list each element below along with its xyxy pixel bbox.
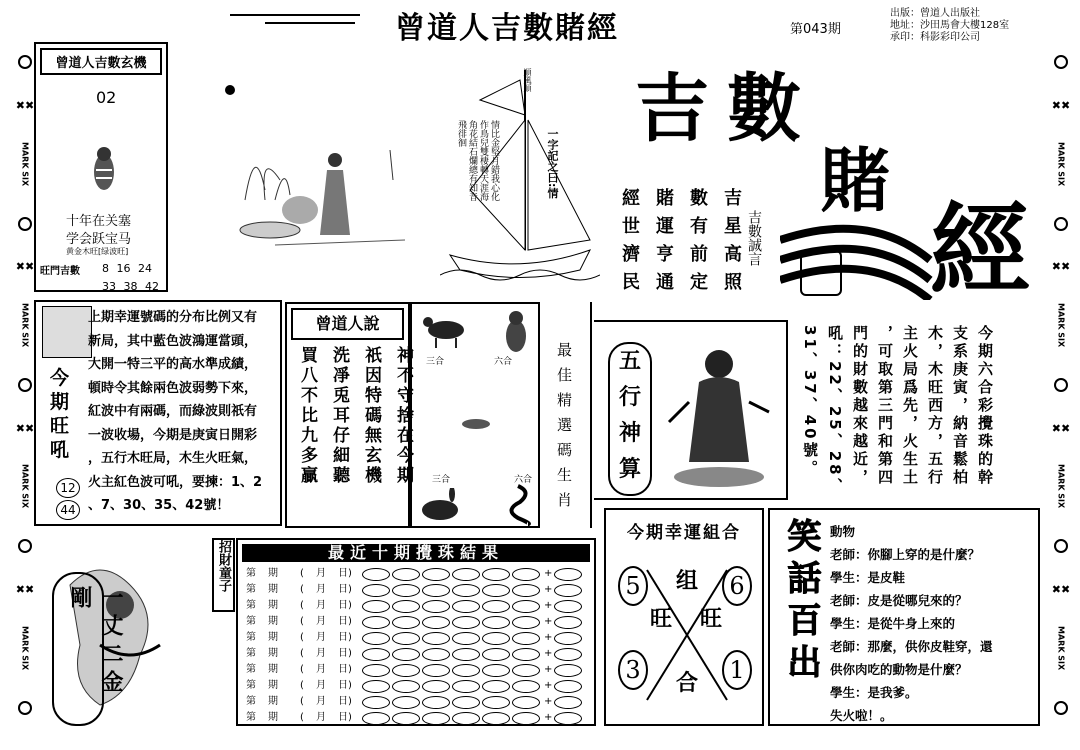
says-line: 神不守捨在今期 <box>393 346 413 486</box>
plus-sign: + <box>544 696 553 707</box>
special-ball-slot <box>554 680 582 693</box>
animal-label: 三合 <box>432 475 451 485</box>
joke-panel <box>768 508 1040 726</box>
ball-slot <box>452 680 480 693</box>
lucky-combo-panel <box>604 508 764 726</box>
ball-slot <box>362 648 390 661</box>
results-cell: 第 <box>246 568 256 579</box>
ball-slot <box>362 664 390 677</box>
cross-icon: ✖✖ <box>1051 260 1071 274</box>
rosette-icon <box>18 378 32 392</box>
column-line: 數有前定 <box>687 188 708 300</box>
combo-number: 3 <box>618 650 648 690</box>
sail-poem: 情比金堅月錯我心化作鳥兒雙棲轉天涯海角花結石爛總有知音飛徘徊 <box>456 120 499 201</box>
deity-illustration <box>664 342 774 492</box>
ball-slot <box>422 632 450 645</box>
says-line: 祇因特碼無玄機 <box>361 346 381 486</box>
border-tag: MARK SIX <box>1056 303 1066 348</box>
results-cell: 月 <box>316 568 326 579</box>
ball-slot <box>452 616 480 629</box>
ball-slot <box>452 696 480 709</box>
results-cell: 期 <box>268 680 278 691</box>
ball-slot <box>422 600 450 613</box>
ball-slot <box>482 696 510 709</box>
rosette-icon <box>1054 378 1068 392</box>
ball-slot <box>392 664 420 677</box>
ball-slot <box>512 664 540 677</box>
hot-number-circle: 12 <box>56 478 80 498</box>
special-ball-slot <box>554 568 582 581</box>
ball-slot <box>392 680 420 693</box>
ball-slot <box>512 696 540 709</box>
results-cell: 日) <box>338 600 352 611</box>
results-cell: 第 <box>246 648 256 659</box>
results-cell: 第 <box>246 664 256 675</box>
seal-icon <box>800 250 842 296</box>
vajra-badge <box>52 572 123 726</box>
analysis-line: ，可取第三門和第四 <box>876 325 894 487</box>
columns-poem <box>616 188 744 308</box>
results-cell: 日) <box>338 696 352 707</box>
rosette-icon <box>18 539 32 553</box>
animal-label: 六合 <box>494 357 513 367</box>
ball-slot <box>392 632 420 645</box>
logo-text: 曾道人吉數玄機 <box>40 48 162 75</box>
big-title-scripture: 經 <box>930 191 1030 309</box>
results-row <box>242 582 590 598</box>
results-cell: 月 <box>316 664 326 675</box>
rosette-icon <box>1054 55 1068 69</box>
results-cell: ( <box>300 616 304 627</box>
rosette-icon <box>1054 539 1068 553</box>
results-cell: 日) <box>338 584 352 595</box>
results-row <box>242 566 590 582</box>
says-title: 曾道人說 <box>291 308 404 340</box>
ball-slot <box>452 664 480 677</box>
poem-sub: 黄金木旺[绿波旺] <box>66 247 129 256</box>
results-cell: 期 <box>268 712 278 723</box>
combo-number: 6 <box>722 566 752 606</box>
poem-line: 学会跃宝马 <box>66 232 132 247</box>
border-tag: MARK SIX <box>1056 625 1066 670</box>
ball-slot <box>422 712 450 725</box>
ball-slot <box>422 616 450 629</box>
ball-slot <box>452 568 480 581</box>
results-cell: 第 <box>246 600 256 611</box>
ball-slot <box>512 568 540 581</box>
analysis-line: 31、37、40號。 <box>801 325 819 478</box>
five-elements-panel <box>594 320 788 500</box>
combo-number: 1 <box>722 650 752 690</box>
results-cell: 第 <box>246 680 256 691</box>
ball-slot <box>482 648 510 661</box>
border-tag: MARK SIX <box>20 625 30 670</box>
ball-slot <box>482 568 510 581</box>
publisher-line: 出版：曾道人出版社 <box>890 8 980 19</box>
ball-slot <box>512 680 540 693</box>
column-line: 賭運亨通 <box>653 188 674 300</box>
left-top-panel <box>34 42 168 292</box>
special-ball-slot <box>554 584 582 597</box>
rosette-icon <box>1054 217 1068 231</box>
results-row <box>242 710 590 726</box>
five-elements-title: 五行神算 <box>608 342 652 496</box>
ball-slot <box>452 584 480 597</box>
results-table <box>242 566 590 726</box>
vajra-text: 一丈二金剛 <box>67 586 123 698</box>
poem-line: 十年在关塞 <box>66 214 132 229</box>
results-cell: ( <box>300 584 304 595</box>
ball-slot <box>362 568 390 581</box>
combo-char-left: 旺 <box>650 607 673 632</box>
results-cell: 第 <box>246 632 256 643</box>
border-tag: MARK SIX <box>1056 141 1066 186</box>
ball-slot <box>512 648 540 661</box>
analysis-line: 主火局爲先，火生土 <box>901 325 919 487</box>
results-cell: ( <box>300 696 304 707</box>
ball-slot <box>512 600 540 613</box>
lucky-numbers-row2: 33 38 42 <box>102 280 159 293</box>
results-cell: 期 <box>268 632 278 643</box>
issue-number: 第043期 <box>790 22 841 37</box>
hot-numbers-panel <box>34 300 282 526</box>
special-ball-slot <box>554 648 582 661</box>
ball-slot <box>452 632 480 645</box>
cross-icon: ✖✖ <box>15 421 35 435</box>
results-cell: ( <box>300 600 304 611</box>
special-ball-slot <box>554 712 582 725</box>
rosette-icon <box>18 55 32 69</box>
results-cell: ( <box>300 568 304 579</box>
plus-sign: + <box>544 632 553 643</box>
ball-slot <box>512 712 540 725</box>
results-row <box>242 630 590 646</box>
analysis-line: 木，木旺西方，五行 <box>926 325 944 487</box>
results-cell: 日) <box>338 664 352 675</box>
ball-slot <box>482 712 510 725</box>
lucky-numbers-row1: 8 16 24 <box>102 262 152 275</box>
results-cell: 日) <box>338 616 352 627</box>
says-columns <box>295 346 416 526</box>
ball-slot <box>362 696 390 709</box>
special-ball-slot <box>554 664 582 677</box>
results-cell: 期 <box>268 616 278 627</box>
ball-slot <box>422 680 450 693</box>
page-title: 曾道人吉數賭經 <box>395 11 619 46</box>
ball-slot <box>482 616 510 629</box>
combo-char-top: 组 <box>676 569 699 594</box>
ball-slot <box>482 584 510 597</box>
results-row <box>242 678 590 694</box>
cross-icon: ✖✖ <box>15 582 35 596</box>
horse-icon <box>456 414 496 434</box>
results-cell: 第 <box>246 616 256 627</box>
snake-icon <box>498 482 538 526</box>
ball-slot <box>392 584 420 597</box>
results-cell: ( <box>300 680 304 691</box>
big-title-gamble: 賭 <box>820 139 890 222</box>
results-cell: ( <box>300 632 304 643</box>
combo-number: 5 <box>618 566 648 606</box>
results-cell: 月 <box>316 632 326 643</box>
landscape-sketch <box>215 80 415 260</box>
results-cell: 月 <box>316 616 326 627</box>
results-row <box>242 646 590 662</box>
feature-number: 02 <box>96 88 117 107</box>
ball-slot <box>482 664 510 677</box>
results-cell: 月 <box>316 648 326 659</box>
animal-label: 六合 <box>514 475 533 485</box>
ball-slot <box>482 600 510 613</box>
column-line: 經世濟民 <box>619 188 640 300</box>
results-cell: 第 <box>246 696 256 707</box>
analysis-line: 支系庚寅，納音鬆柏 <box>951 325 969 487</box>
address-line: 地址：沙田馬會大樓128室 <box>890 20 1010 31</box>
plus-sign: + <box>544 616 553 627</box>
tiger-icon <box>496 308 536 354</box>
analysis-text <box>800 325 996 510</box>
plus-sign: + <box>544 568 553 579</box>
cross-icon: ✖✖ <box>1051 421 1071 435</box>
ball-slot <box>452 600 480 613</box>
results-cell: 期 <box>268 648 278 659</box>
ball-slot <box>392 616 420 629</box>
analysis-line: 門的財數越來越近， <box>851 325 869 487</box>
ball-slot <box>482 680 510 693</box>
best-pick-text: 最佳精選碼生肖 <box>555 342 573 517</box>
results-row <box>242 662 590 678</box>
says-line: 洗凈兎耳仔細聽 <box>329 346 349 486</box>
analysis-line: 今期六合彩攪珠的幹 <box>976 325 994 487</box>
results-cell: ( <box>300 712 304 723</box>
column-line: 吉星高照 <box>721 188 742 300</box>
special-ball-slot <box>554 600 582 613</box>
ball-slot <box>422 584 450 597</box>
lucky-label: 旺門吉數 <box>40 266 80 277</box>
ball-slot <box>362 600 390 613</box>
plus-sign: + <box>544 664 553 675</box>
ball-slot <box>362 632 390 645</box>
ball-slot <box>422 664 450 677</box>
right-border <box>1050 40 1072 730</box>
results-title: 最近十期攪珠結果 <box>242 544 590 562</box>
says-line: 買八不比九多贏 <box>297 346 317 486</box>
results-cell: 月 <box>316 712 326 723</box>
printer-line: 承印：科影彩印公司 <box>890 32 980 43</box>
special-ball-slot <box>554 696 582 709</box>
ball-slot <box>452 712 480 725</box>
results-row <box>242 598 590 614</box>
cross-icon: ✖✖ <box>15 260 35 274</box>
special-ball-slot <box>554 632 582 645</box>
plus-sign: + <box>544 712 553 723</box>
border-tag: MARK SIX <box>20 303 30 348</box>
ball-slot <box>362 584 390 597</box>
results-row <box>242 694 590 710</box>
results-cell: 月 <box>316 696 326 707</box>
rosette-icon <box>18 217 32 231</box>
plus-sign: + <box>544 584 553 595</box>
ball-slot <box>362 616 390 629</box>
results-cell: 期 <box>268 568 278 579</box>
plus-sign: + <box>544 648 553 659</box>
results-cell: 期 <box>268 664 278 675</box>
results-panel <box>236 538 596 726</box>
zodiac-panel <box>410 302 540 528</box>
big-title-line1: 吉數 <box>635 66 819 152</box>
results-cell: 第 <box>246 584 256 595</box>
ball-slot <box>392 600 420 613</box>
results-cell: 月 <box>316 584 326 595</box>
ball-slot <box>482 632 510 645</box>
ball-slot <box>392 648 420 661</box>
ball-slot <box>422 648 450 661</box>
analysis-line: 吼：22、25、28、 <box>826 325 844 496</box>
ball-slot <box>422 568 450 581</box>
hand-icon <box>42 306 92 358</box>
results-cell: 期 <box>268 696 278 707</box>
flag-text: 順風順 <box>523 68 532 92</box>
says-panel <box>285 302 413 528</box>
cross-icon: ✖✖ <box>15 99 35 113</box>
sail-caption: 一字記之曰:情 <box>546 128 559 199</box>
results-cell: 日) <box>338 568 352 579</box>
results-row <box>242 614 590 630</box>
publisher-info <box>890 8 1009 44</box>
header-rule-left <box>230 14 360 16</box>
ball-slot <box>512 616 540 629</box>
tiger-icon <box>88 144 120 194</box>
results-cell: 期 <box>268 600 278 611</box>
results-cell: 日) <box>338 648 352 659</box>
border-tag: MARK SIX <box>20 141 30 186</box>
results-side-label: 招財童子 <box>212 538 235 612</box>
lucky-combo-title: 今期幸運組合 <box>627 523 741 543</box>
joke-text: 動物 老師：你腳上穿的是什麼？ 學生：是皮鞋 老師：皮是從哪兒來的？ 學生：是從牛身上來的 老師：那麼，供你皮鞋穿，還 供你肉吃的動物是什麼？ 學生：是我爹。 失火啦！。 <box>830 524 993 723</box>
results-cell: ( <box>300 664 304 675</box>
plus-sign: + <box>544 600 553 611</box>
border-tag: MARK SIX <box>20 464 30 509</box>
results-cell: 月 <box>316 680 326 691</box>
results-cell: ( <box>300 648 304 659</box>
ball-slot <box>392 696 420 709</box>
border-tag: MARK SIX <box>1056 464 1066 509</box>
results-cell: 日) <box>338 632 352 643</box>
rosette-icon <box>18 701 32 715</box>
header-rule-left2 <box>265 22 355 24</box>
columns-side: 吉數誠言 <box>746 210 762 266</box>
hot-heading: 今 期 旺 吼 <box>50 367 70 461</box>
cross-icon: ✖✖ <box>1051 582 1071 596</box>
hot-text: 上期幸運號碼的分布比例又有 新局，其中藍色波鴻運當頭， 大開一特三平的高水準成績， 頓時令其餘兩色波弱勢下來， 紅波中有兩碼，而綠波則祇有 一波收場，今期是庚寅日開彩 ，五行木旺局，木生火旺氣， 火主紅色波可吼，要揀：1、2 、7、30、35、42號！ <box>88 310 263 513</box>
hot-number-circle: 44 <box>56 500 80 520</box>
combo-char-bottom: 合 <box>676 671 699 696</box>
ball-slot <box>362 680 390 693</box>
results-cell: 第 <box>246 712 256 723</box>
joke-title: 笑話百出 <box>781 518 821 686</box>
results-cell: 月 <box>316 600 326 611</box>
plus-sign: + <box>544 680 553 691</box>
ball-slot <box>512 584 540 597</box>
cross-icon: ✖✖ <box>1051 99 1071 113</box>
left-border <box>14 40 36 730</box>
ball-slot <box>392 712 420 725</box>
combo-char-right: 旺 <box>700 607 723 632</box>
ball-slot <box>452 648 480 661</box>
goat-icon <box>418 310 468 350</box>
best-pick-panel <box>540 302 592 528</box>
ball-slot <box>422 696 450 709</box>
special-ball-slot <box>554 616 582 629</box>
rosette-icon <box>1054 701 1068 715</box>
animal-label: 三合 <box>426 357 445 367</box>
results-cell: 日) <box>338 712 352 723</box>
results-cell: 日) <box>338 680 352 691</box>
ball-slot <box>392 568 420 581</box>
rabbit-icon <box>418 488 464 522</box>
results-cell: 期 <box>268 584 278 595</box>
ball-slot <box>512 632 540 645</box>
ball-slot <box>362 712 390 725</box>
